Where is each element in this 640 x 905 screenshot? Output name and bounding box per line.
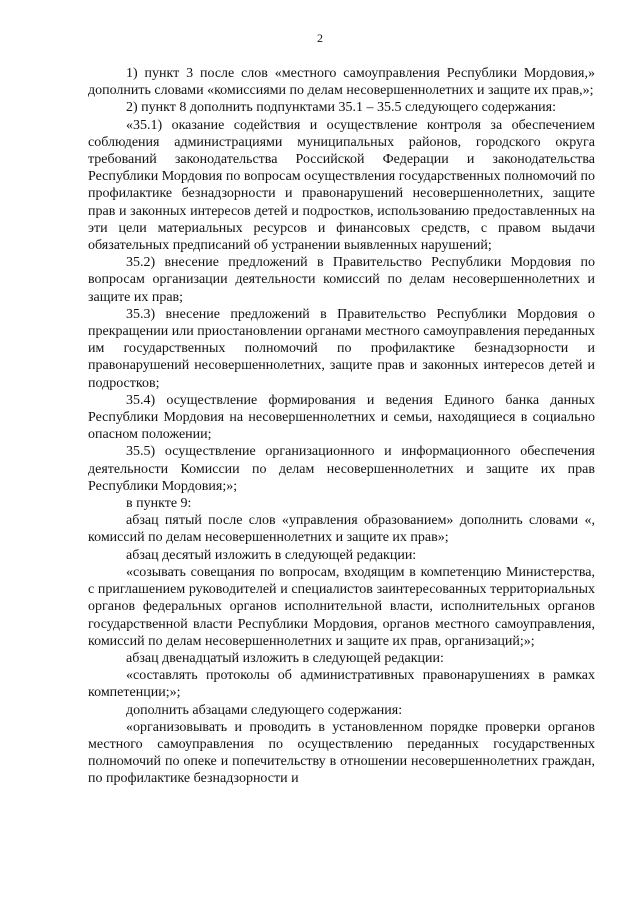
paragraph-3: «35.1) оказание содействия и осуществление контроля за обеспечением соблюдения администрациями муниципальных районов, городского округа требований законодательства Российской Федерации и законодательства Республики Мордовия по вопросам осуществления государственных полномочий по профилактике безнадзорности и правонарушений несовершеннолетних, защите прав и законных интересов детей и подростков, использованию предоставленных на эти цели материальных ресурсов и финансовых средств, с правом выдачи обязательных предписаний об устранении выявленных нарушений; [88,117,595,254]
paragraph-7: 35.5) осуществление организационного и информационного обеспечения деятельности Комиссии по делам несовершеннолетних и защите их прав Республики Мордовия;»; [88,444,595,494]
paragraph-1: 1) пункт 3 после слов «местного самоуправления Республики Мордовия,» дополнить словами «комиссиями по делам несовершеннолетних и защите их прав,»; [88,66,595,99]
paragraph-9: абзац пятый после слов «управления образованием» дополнить словами «, комиссий по делам несовершеннолетних и защите их прав»; [88,513,595,546]
paragraph-6: 35.4) осуществление формирования и ведения Единого банка данных Республики Мордовия на несовершеннолетних и семьи, находящиеся в социально опасном положении; [88,392,595,443]
page-number: 2 [317,31,323,45]
paragraph-15: «организовывать и проводить в установленном порядке проверки органов местного самоуправления по осуществлению переданных государственных полномочий по опеке и попечительству в отношении несовершеннолетних граждан, по профилактике безнадзорности и [88,719,595,787]
paragraph-5: 35.3) внесение предложений в Правительство Республики Мордовия о прекращении или приостановлении органами местного самоуправления переданных им государственных полномочий по профилактике безнадзорности и правонарушений несовершеннолетних, защите прав и законных интересов детей и подростков; [88,306,595,391]
paragraph-12: абзац двенадцатый изложить в следующей редакции: [126,650,444,666]
paragraph-14: дополнить абзацами следующего содержания: [126,702,403,718]
paragraph-8: в пункте 9: [126,496,192,512]
paragraph-11: «созывать совещания по вопросам, входящим в компетенцию Министерства, с приглашением руководителей и специалистов заинтересованных территориальных органов федеральных органов исполнительной власти, исполнительных органов государственной власти Республики Мордовия, органов местного самоуправления, комиссий по делам несовершеннолетних и защите их прав, организаций;»; [88,564,595,649]
document-body [88,65,595,788]
paragraph-13: «составлять протоколы об административных правонарушениях в рамках компетенции;»; [88,668,595,701]
paragraph-2: 2) пункт 8 дополнить подпунктами 35.1 – 35.5 следующего содержания: [126,100,557,116]
paragraph-4: 35.2) внесение предложений в Правительство Республики Мордовия по вопросам организации деятельности комиссий по делам несовершеннолетних и защите их прав; [88,255,595,305]
paragraph-10: абзац десятый изложить в следующей редакции: [126,547,417,563]
